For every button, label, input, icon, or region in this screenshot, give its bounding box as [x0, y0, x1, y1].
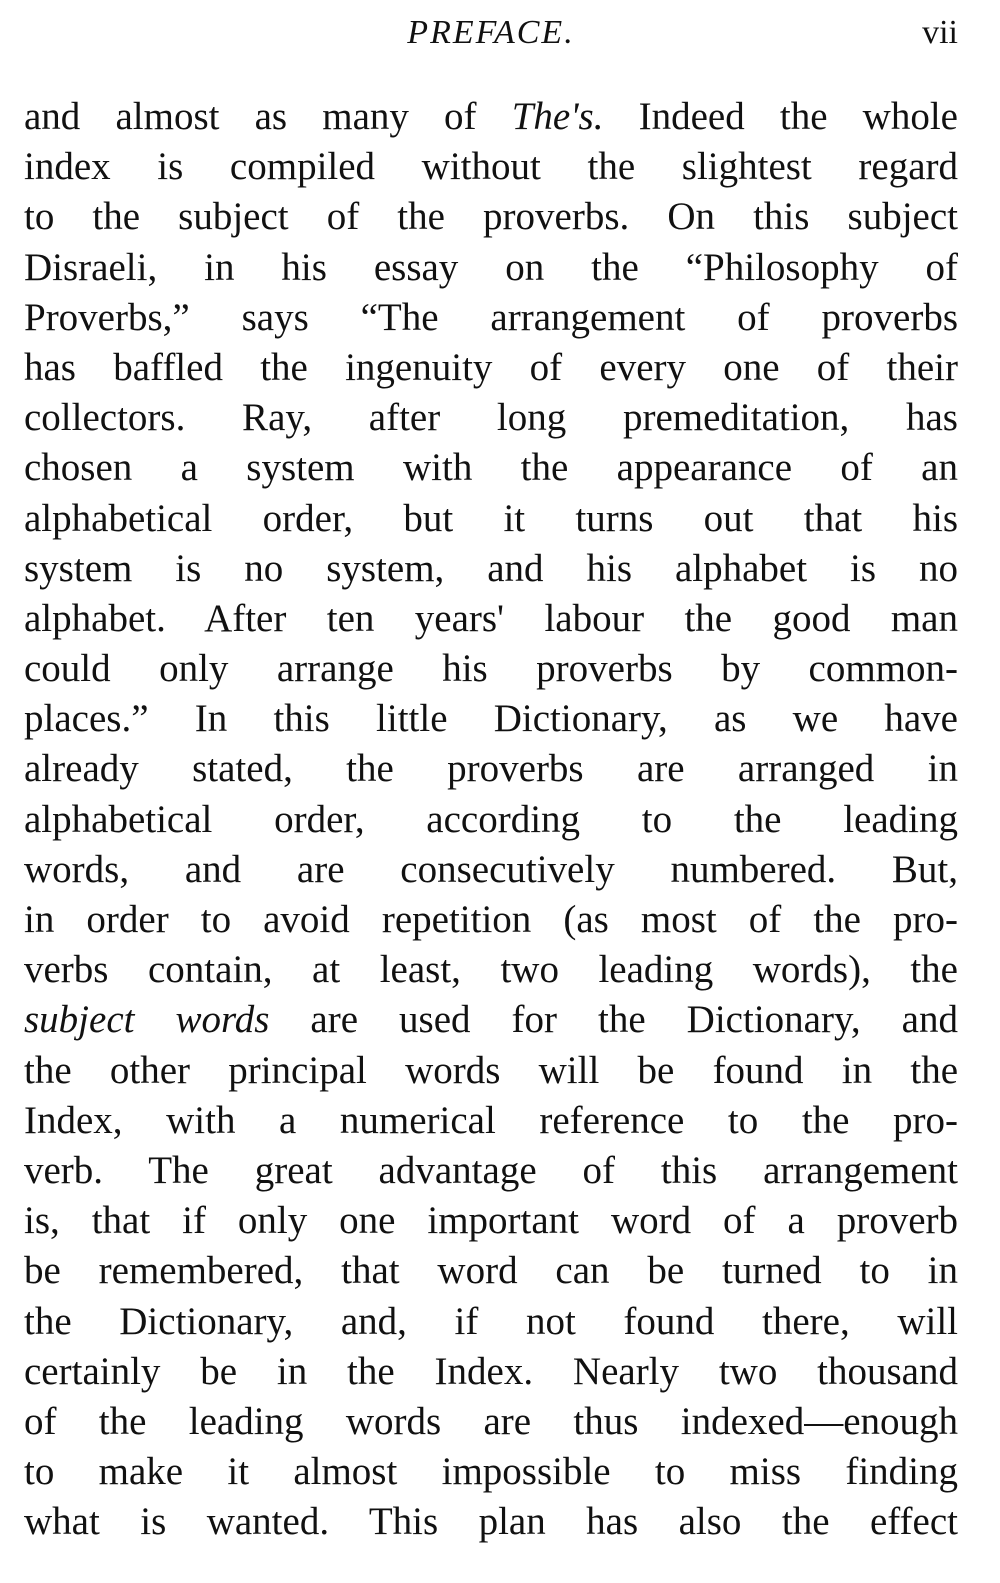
text-segment: collectors. Ray, after long premeditation, has [24, 396, 958, 440]
running-head [24, 14, 958, 62]
text-segment: to make it almost impossible to miss finding [24, 1450, 958, 1494]
text-segment: places.” In this little Dictionary, as we have [24, 697, 958, 741]
text-segment: system is no system, and his alphabet is no [24, 546, 958, 590]
text-line [24, 1196, 958, 1246]
text-line [24, 343, 958, 393]
text-line [24, 744, 958, 794]
text-segment: in order to avoid repetition (as most of the pro- [24, 898, 958, 941]
text-segment: and almost as many of [24, 95, 512, 138]
text-segment: index is compiled without the slightest regard [24, 145, 958, 189]
text-line [24, 945, 958, 995]
text-line [24, 644, 958, 694]
text-line [24, 895, 958, 945]
text-segment: what is wanted. This plan has also the effect [24, 1500, 958, 1544]
text-line [24, 494, 958, 544]
text-segment: the Dictionary, and, if not found there, will [24, 1299, 958, 1343]
text-line [24, 845, 958, 895]
text-segment: Index, with a numerical reference to the pro- [24, 1098, 958, 1142]
text-segment: chosen a system with the appearance of an [24, 446, 958, 490]
text-line [24, 443, 958, 493]
text-line [24, 1046, 958, 1096]
text-segment: Proverbs,” says “The arrangement of proverbs [24, 295, 958, 339]
text-line [24, 393, 958, 443]
text-line [24, 1246, 958, 1296]
text-line [24, 293, 958, 343]
text-segment: verbs contain, at least, two leading words), the [24, 948, 958, 992]
body-text [24, 92, 958, 1547]
text-segment: of the leading words are thus indexed—enough [24, 1399, 958, 1443]
running-title: PREFACE. [407, 14, 575, 51]
text-line [24, 795, 958, 845]
text-segment: already stated, the proverbs are arranged in [24, 747, 958, 791]
text-line [24, 1347, 958, 1397]
text-line [24, 1497, 958, 1547]
text-segment: alphabetical order, but it turns out that his [24, 496, 958, 540]
text-segment: Disraeli, in his essay on the “Philosophy of [24, 245, 958, 289]
text-line [24, 92, 958, 142]
text-line [24, 544, 958, 594]
text-line [24, 995, 958, 1045]
text-segment: the other principal words will be found in the [24, 1048, 958, 1092]
text-line [24, 1297, 958, 1347]
text-line [24, 1146, 958, 1196]
text-line [24, 694, 958, 744]
text-segment: verb. The great advantage of this arrangement [24, 1148, 958, 1192]
italic-text-segment: The's. [511, 95, 604, 138]
text-line [24, 594, 958, 644]
text-line [24, 1397, 958, 1447]
text-line [24, 1096, 958, 1146]
text-segment: are used for the Dictionary, and [269, 998, 958, 1042]
text-line [24, 192, 958, 242]
italic-text-segment: subject words [24, 998, 270, 1042]
page-number: vii [922, 14, 958, 51]
text-segment: has baffled the ingenuity of every one of their [24, 345, 958, 389]
text-segment: alphabetical order, according to the leading [24, 797, 958, 841]
text-segment: be remembered, that word can be turned to in [24, 1249, 958, 1293]
text-segment: to the subject of the proverbs. On this subject [24, 195, 958, 239]
text-segment: alphabet. After ten years' labour the good man [24, 596, 958, 640]
text-line [24, 142, 958, 192]
text-segment: Indeed the whole [603, 95, 958, 138]
text-segment: is, that if only one important word of a proverb [24, 1199, 958, 1243]
text-line [24, 1447, 958, 1497]
text-segment: could only arrange his proverbs by common- [24, 647, 958, 691]
text-segment: words, and are consecutively numbered. But, [24, 847, 958, 891]
text-line [24, 243, 958, 293]
text-segment: certainly be in the Index. Nearly two thousand [24, 1349, 958, 1393]
